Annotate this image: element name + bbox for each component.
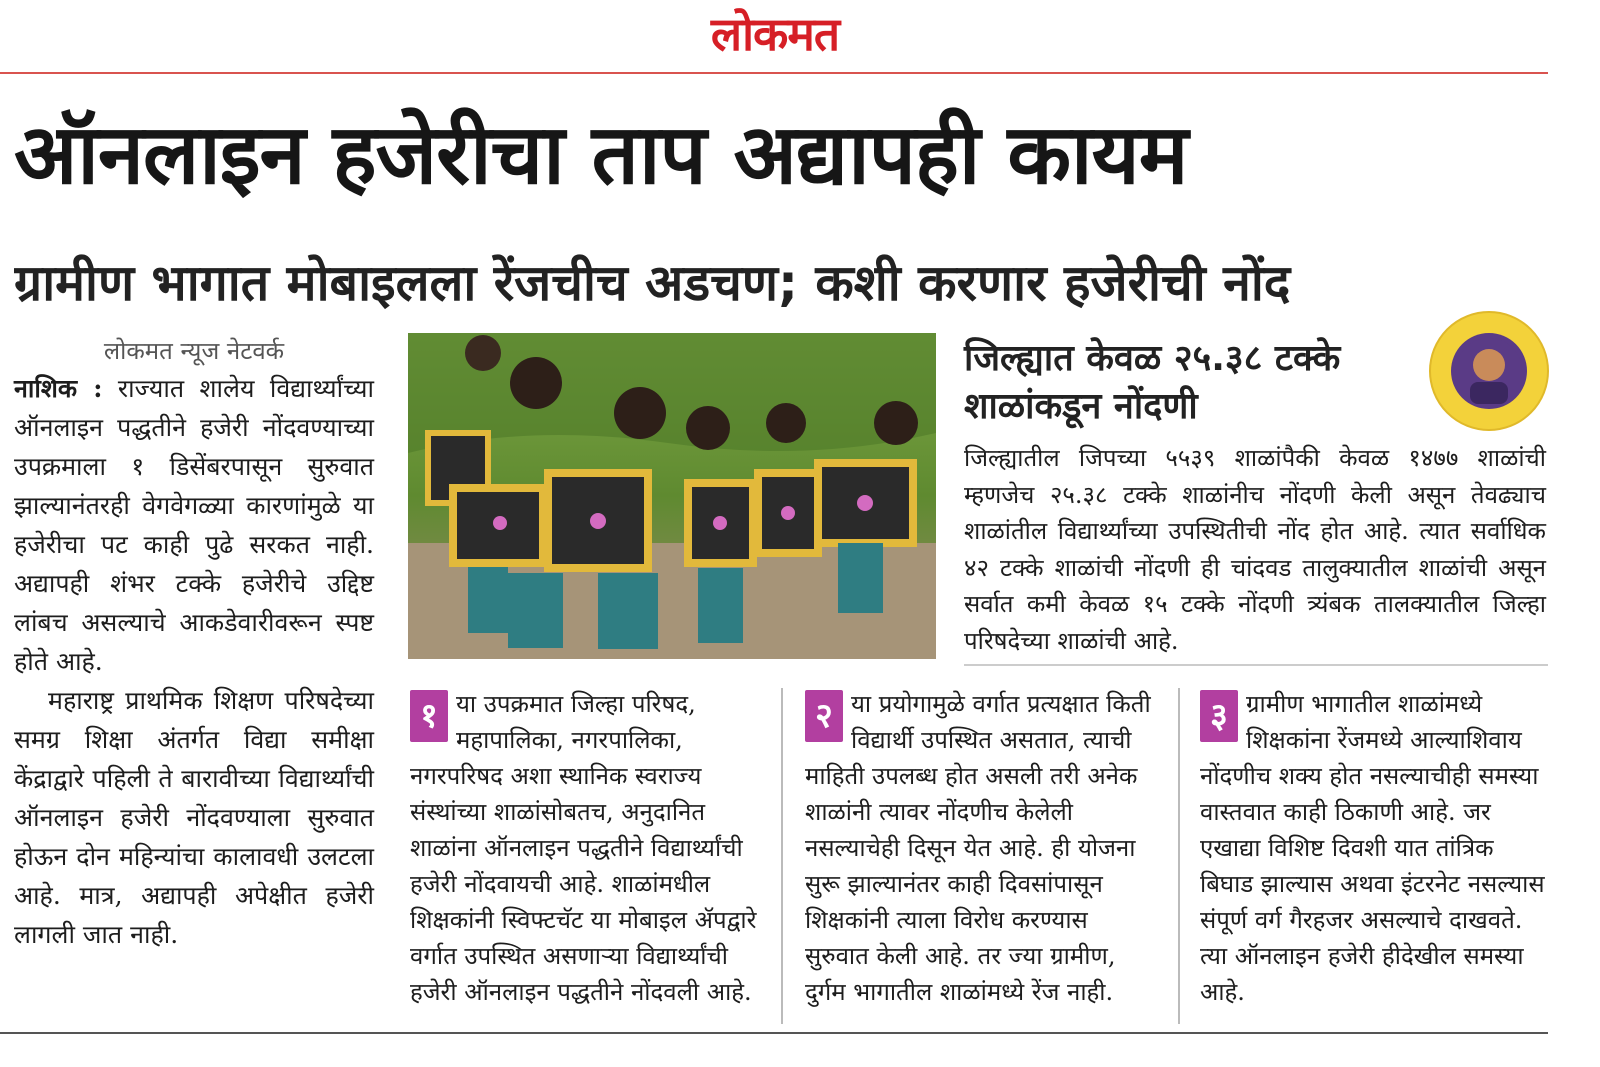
masthead-rule — [0, 72, 1548, 74]
author-badge — [1428, 310, 1550, 432]
news-photo — [408, 333, 936, 659]
point-number-badge: १ — [410, 690, 448, 742]
newspaper-logo: लोकमत — [710, 7, 840, 61]
point-number-badge: २ — [805, 690, 843, 742]
schoolgirls-with-bags-photo — [408, 333, 936, 659]
byline: लोकमत न्यूज नेटवर्क — [103, 337, 285, 365]
dateline: नाशिक : — [14, 374, 103, 403]
point-text: ग्रामीण भागातील शाळांमध्ये शिक्षकांना रेंजमध्ये आल्याशिवाय नोंदणीच शक्य होत नसल्याचीही समस्या वास्तवात काही ठिकाणी आहे. जर एखाद्या विशिष्ट दिवशी यात तांत्रिक बिघाड झाल्यास अथवा इंटरनेट नसल्यास संपूर्ण वर्ग गैरहजर असल्याचे दाखवते. त्या ऑनलाइन हजेरी हीदेखील समस्या आहे. — [1200, 690, 1545, 1006]
sidebar-title: जिल्ह्यात केवळ २५.३८ टक्के शाळांकडून नोंदणी — [964, 338, 1341, 427]
second-paragraph: महाराष्ट्र प्राथमिक शिक्षण परिषदेच्या समग्र शिक्षा अंतर्गत विद्या समीक्षा केंद्राद्वारे पहिली ते बारावीच्या विद्यार्थ्यांची ऑनलाइन हजेरी नोंदवण्याला सुरुवात होऊन दोन महिन्यांचा कालावधी उलटला आहे. मात्र, अद्यापही अपेक्षीत हजेरी लागली जात नाही. — [14, 686, 374, 949]
point-3 — [1200, 686, 1552, 1010]
headline: ऑनलाइन हजेरीचा ताप अद्यापही कायम — [14, 106, 1188, 203]
subheadline: ग्रामीण भागात मोबाइलला रेंजचीच अडचण; कशी करणार हजेरीची नोंद — [14, 254, 1291, 312]
sidebar-body: जिल्ह्यातील जिपच्या ५५३९ शाळांपैकी केवळ १४७७ शाळांची म्हणजेच २५.३८ टक्के शाळांनीच नोंदणी केली असून तेवढ्याच शाळांतील विद्यार्थ्यांच्या उपस्थितीची नोंद होत आहे. त्यात सर्वाधिक ४२ टक्के शाळांची नोंदणी ही चांदवड तालुक्यातील शाळांची असून सर्वात कमी केवळ १५ टक्के नोंदणी त्र्यंबक तालक्यातील जिल्हा परिषदेच्या शाळांची आहे. — [964, 444, 1546, 655]
point-text: या उपक्रमात जिल्हा परिषद, महापालिका, नगरपालिका, नगरपरिषद अशा स्थानिक स्वराज्य संस्थांच्या शाळांसोबतच, अनुदानित शाळांना ऑनलाइन पद्धतीने विद्यार्थ्यांची हजेरी नोंदवायची आहे. शाळांमधील शिक्षकांनी स्विफ्टचॅट या मोबाइल ॲपद्वारे वर्गात उपस्थित असणाऱ्या विद्यार्थ्यांची हजेरी ऑनलाइन पद्धतीने नोंदवली आहे. — [410, 690, 757, 1006]
point-number-badge: ३ — [1200, 690, 1238, 742]
point-2 — [805, 686, 1157, 1010]
masthead — [0, 0, 1600, 70]
lead-paragraph-text: राज्यात शालेय विद्यार्थ्यांच्या ऑनलाइन पद्धतीने हजेरी नोंदवण्याच्या उपक्रमाला १ डिसेंबरपासून सुरुवात झाल्यानंतरही वेगवेगळ्या कारणांमुळे या हजेरीचा पट काही पुढे सरकत नाही. अद्यापही शंभर टक्के हजेरीचे उद्दिष्ट लांबच असल्याचे आकडेवारीवरून स्पष्ट होते आहे. — [14, 374, 374, 676]
bottom-rule — [0, 1032, 1548, 1034]
author-badge-icon — [1428, 310, 1550, 432]
sidebar-rule — [964, 664, 1548, 666]
lead-paragraph — [14, 369, 374, 681]
column-divider — [1178, 688, 1180, 1024]
left-column — [14, 333, 374, 954]
point-1 — [410, 686, 762, 1010]
column-divider — [781, 688, 783, 1024]
point-text: या प्रयोगामुळे वर्गात प्रत्यक्षात किती विद्यार्थी उपस्थित असतात, त्याची माहिती उपलब्ध होत असली तरी अनेक शाळांनी त्यावर नोंदणीच केलेली नसल्याचेही दिसून येत आहे. ही योजना सुरू झाल्यानंतर काही दिवसांपासून शिक्षकांनी त्याला विरोध करण्यास सुरुवात केली आहे. तर ज्या ग्रामीण, दुर्गम भागातील शाळांमध्ये रेंज नाही. — [805, 690, 1151, 1006]
